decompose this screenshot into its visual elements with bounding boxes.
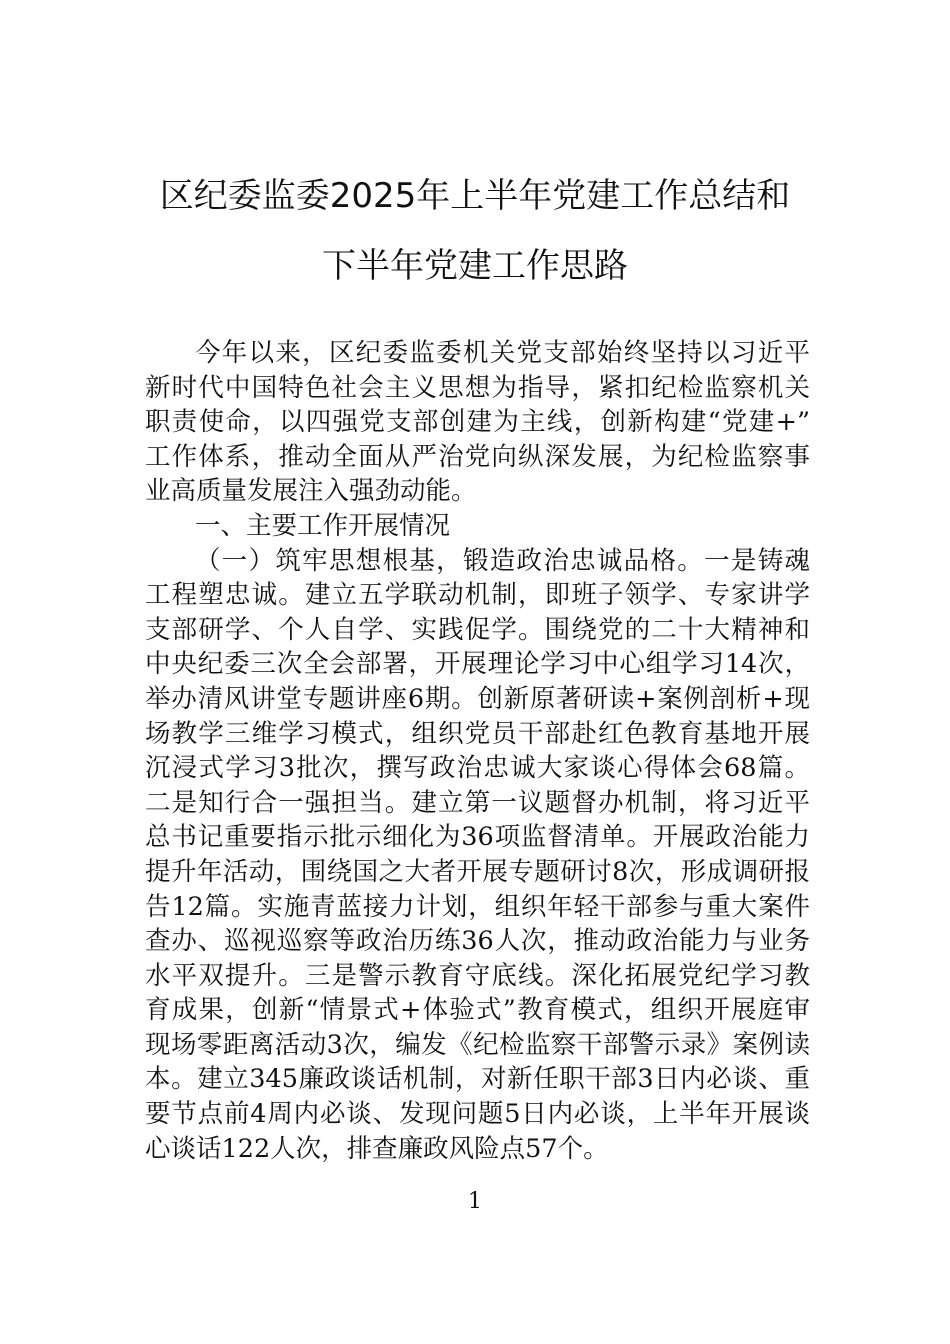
paragraph-line: 今年以来，区纪委监委机关党支部始终坚持以习近平	[195, 338, 810, 368]
paragraph-line: 本。建立345廉政谈话机制，对新任职干部3日内必谈、重	[145, 1064, 810, 1095]
paragraph-line: （一）筑牢思想根基，锻造政治忠诚品格。一是铸魂	[195, 545, 810, 576]
paragraph-line: 业高质量发展注入强劲动能。	[145, 476, 477, 507]
document-body	[145, 336, 810, 1166]
paragraph-line: 查办、巡视巡察等政治历练36人次，推动政治能力与业务	[145, 926, 810, 957]
paragraph-line: 工作体系，推动全面从严治党向纵深发展，为纪检监察事	[145, 441, 810, 472]
paragraph-line: 工程塑忠诚。建立五学联动机制，即班子领学、专家讲学	[145, 580, 810, 611]
paragraph-line: 告12篇。实施青蓝接力计划，组织年轻干部参与重大案件	[145, 891, 810, 922]
paragraph-line: 职责使命，以四强党支部创建为主线，创新构建“党建+”	[145, 407, 810, 438]
document-title-line-2: 下半年党建工作思路	[322, 246, 628, 286]
document-title-line-1: 区纪委监委2025年上半年党建工作总结和	[159, 176, 791, 216]
paragraph-line: 二是知行合一强担当。建立第一议题督办机制，将习近平	[145, 787, 810, 818]
paragraph-line: 新时代中国特色社会主义思想为指导，紧扣纪检监察机关	[145, 372, 810, 403]
paragraph-line: 总书记重要指示批示细化为36项监督清单。开展政治能力	[145, 822, 810, 853]
page-number: 1	[468, 1189, 482, 1214]
paragraph-line: 举办清风讲堂专题讲座6期。创新原著研读+案例剖析+现	[145, 683, 810, 714]
paragraph-line: 水平双提升。三是警示教育守底线。深化拓展党纪学习教	[145, 960, 810, 991]
paragraph-line: 育成果，创新“情景式+体验式”教育模式，组织开展庭审	[145, 995, 810, 1026]
paragraph-line: 场教学三维学习模式，组织党员干部赴红色教育基地开展	[145, 718, 810, 749]
paragraph-line: 沉浸式学习3批次，撰写政治忠诚大家谈心得体会68篇。	[145, 753, 810, 784]
section-heading: 一、主要工作开展情况	[195, 510, 451, 541]
paragraph-line: 心谈话122人次，排查廉政风险点57个。	[145, 1133, 609, 1164]
paragraph-line: 提升年活动，围绕国之大者开展专题研讨8次，形成调研报	[145, 856, 810, 887]
paragraph-line: 支部研学、个人自学、实践促学。围绕党的二十大精神和	[145, 614, 810, 645]
paragraph-line: 要节点前4周内必谈、发现问题5日内必谈，上半年开展谈	[145, 1099, 810, 1130]
paragraph-line: 中央纪委三次全会部署，开展理论学习中心组学习14次，	[145, 649, 810, 680]
paragraph-line: 现场零距离活动3次，编发《纪检监察干部警示录》案例读	[145, 1029, 810, 1060]
